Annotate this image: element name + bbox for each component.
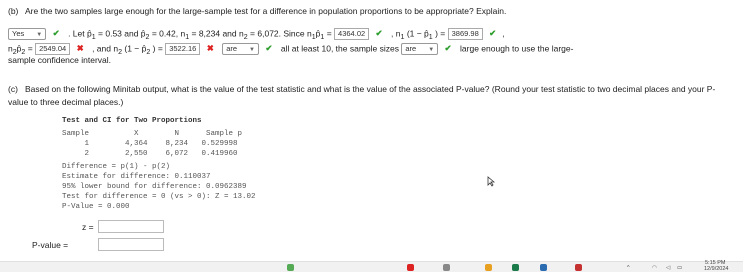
- x-mark-icon: ✖: [76, 43, 84, 54]
- volume-icon[interactable]: ◁: [666, 265, 671, 271]
- app-icon[interactable]: [485, 264, 492, 271]
- yes-no-select[interactable]: Yes ▼: [8, 28, 46, 40]
- part-b-row-3: sample confidence interval.: [8, 55, 112, 65]
- are-select[interactable]: are ▼: [222, 43, 259, 55]
- clock-time[interactable]: 5:15 PM: [705, 260, 726, 266]
- app-icon[interactable]: [287, 264, 294, 271]
- minitab-lower-bound: 95% lower bound for difference: 0.0962389: [62, 183, 247, 191]
- battery-icon[interactable]: ▭: [677, 265, 683, 271]
- minitab-pvalue: P-Value = 0.000: [62, 203, 130, 211]
- app-icon[interactable]: [575, 264, 582, 271]
- z-label: z =: [82, 222, 94, 232]
- app-icon[interactable]: [443, 264, 450, 271]
- app-icon[interactable]: [540, 264, 547, 271]
- n2p2-input[interactable]: 2549.04: [35, 43, 70, 55]
- minitab-output-title: Test and CI for Two Proportions: [62, 117, 202, 125]
- chevron-down-icon: ▼: [428, 47, 435, 53]
- minitab-row-2: 2 2,550 6,072 0.419960: [62, 150, 238, 158]
- n2q2-input[interactable]: 3522.16: [165, 43, 200, 55]
- check-icon: ✔: [444, 43, 452, 54]
- minitab-row-1: 1 4,364 8,234 0.529998: [62, 140, 238, 148]
- part-b-row-1: Yes ▼ ✔ . Let $p̂_1 = 0.53$ and $p̂_2 = 0.42$, $n_1 = 8,234$ and $n_2 = 6,072$. Since $n_1p̂_1 = 4364.02$ ✔ , $n_1$ ($1 - p̂_1$ ) = 3869.98 ✔ ,: [8, 28, 505, 41]
- part-b-row-2: $n_2p̂_2 = 2549.04$ ✖ , and $n_2$ ($1 - p̂_2$ ) = 3522.16 ✖ are ▼ ✔ all at least 10, the sample sizes are ▼ ✔ large enough to use the large-: [8, 43, 574, 56]
- z-input[interactable]: [98, 220, 164, 233]
- app-icon[interactable]: [407, 264, 414, 271]
- minitab-difference: Difference = p(1) - p(2): [62, 163, 171, 171]
- check-icon: ✔: [52, 28, 60, 39]
- large-enough-select[interactable]: are ▼: [401, 43, 438, 55]
- minitab-table-header: Sample X N Sample p: [62, 130, 243, 138]
- check-icon: ✔: [489, 28, 497, 39]
- app-icon[interactable]: [512, 264, 519, 271]
- mouse-cursor-icon: [487, 176, 495, 187]
- check-icon: ✔: [375, 28, 383, 39]
- n1p1-input[interactable]: 4364.02: [334, 28, 369, 40]
- chevron-down-icon: ▼: [249, 47, 255, 53]
- chevron-up-icon[interactable]: ^: [627, 265, 630, 271]
- n1q1-input[interactable]: 3869.98: [448, 28, 483, 40]
- wifi-icon[interactable]: ◠: [652, 265, 657, 271]
- minitab-estimate: Estimate for difference: 0.110037: [62, 173, 211, 181]
- p-value-label: P-value =: [32, 240, 69, 250]
- chevron-down-icon: ▼: [36, 32, 43, 38]
- p-value-input[interactable]: [98, 238, 164, 251]
- minitab-test: Test for difference = 0 (vs > 0): Z = 13.02: [62, 193, 256, 201]
- part-b-question: (b) Are the two samples large enough for the large-sample test for a difference in population proportions to be appropriate? Explain.: [8, 6, 507, 16]
- taskbar: [0, 261, 743, 272]
- clock-date[interactable]: 12/9/2024: [704, 266, 729, 272]
- check-icon: ✔: [265, 43, 273, 54]
- part-c-question: (c) Based on the following Minitab output, what is the value of the test statistic and what is the value of the associated P-value? (Round your test statistic to two decimal places and your P-value to three decimal places.): [8, 84, 716, 107]
- x-mark-icon: ✖: [206, 43, 214, 54]
